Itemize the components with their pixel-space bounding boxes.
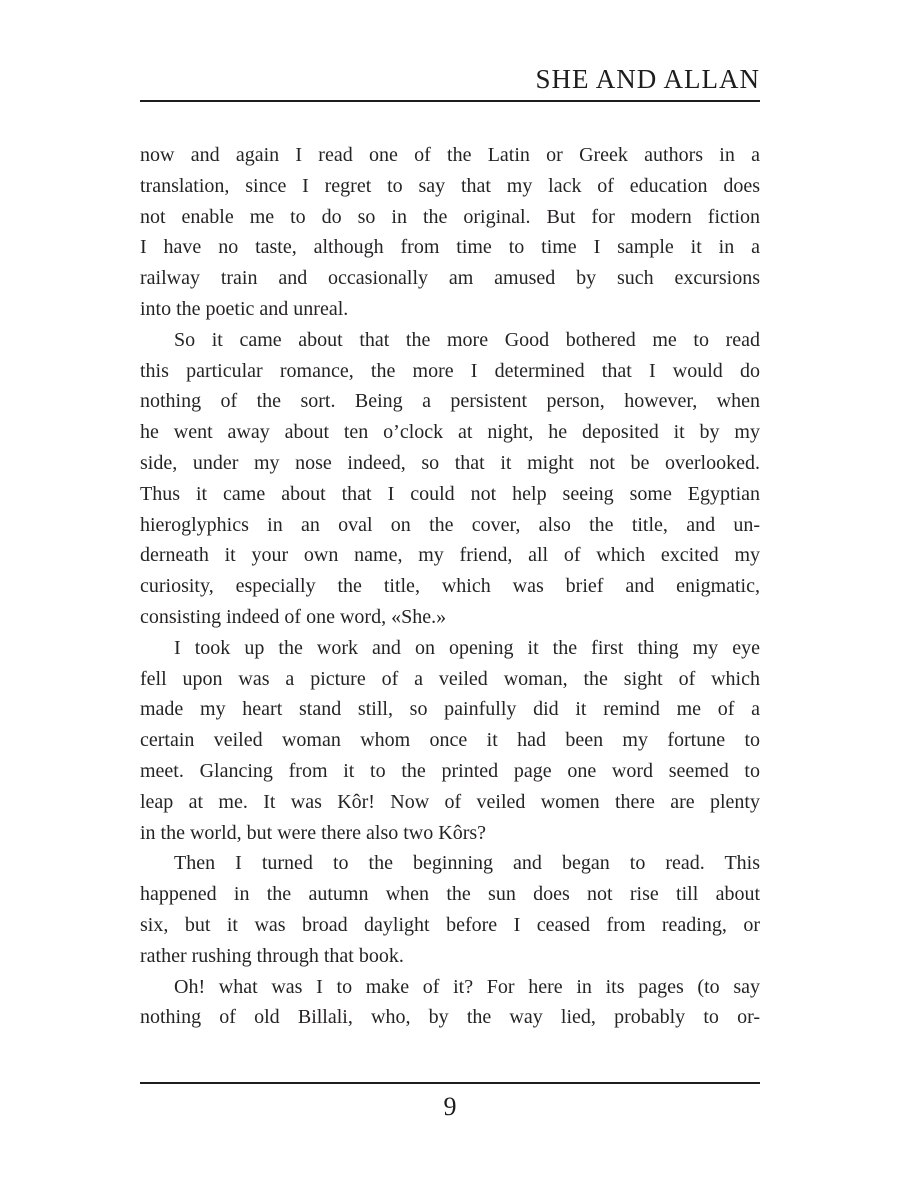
text-line: Then I turned to the beginning and began to read. This (174, 852, 760, 875)
text-line: now and again I read one of the Latin or Greek authors in a (140, 144, 760, 166)
text-line: So it came about that the more Good bothered me to read (174, 328, 760, 351)
footer-rule (140, 1082, 760, 1084)
header-rule (140, 100, 760, 102)
text-line: into the poetic and unreal. (140, 297, 349, 320)
text-line: railway train and occasionally am amused by such excursions (140, 267, 760, 290)
text-line: nothing of the sort. Being a persistent person, however, when (140, 390, 760, 413)
page-number: 9 (443, 1092, 457, 1121)
text-line: I have no taste, although from time to time I sample it in a (140, 236, 760, 259)
text-line: he went away about ten o’clock at night, he deposited it by my (140, 421, 760, 444)
text-line: meet. Glancing from it to the printed page one word seemed to (140, 759, 760, 782)
text-line: in the world, but were there also two Kôrs? (140, 821, 487, 844)
text-line: side, under my nose indeed, so that it might not be overlooked. (140, 451, 760, 474)
text-line: leap at me. It was Kôr! Now of veiled women there are plenty (140, 790, 760, 813)
body-text (140, 140, 760, 1033)
text-line: rather rushing through that book. (140, 944, 404, 967)
text-line: six, but it was broad daylight before I ceased from reading, or (140, 913, 760, 936)
text-line: nothing of old Billali, who, by the way lied, probably to or- (140, 1006, 760, 1029)
text-line: happened in the autumn when the sun does not rise till about (140, 883, 760, 906)
text-line: translation, since I regret to say that my lack of education does (140, 174, 760, 197)
text-line: Thus it came about that I could not help seeing some Egyptian (140, 482, 760, 505)
paragraph (140, 848, 760, 971)
text-line: derneath it your own name, my friend, all of which excited my (140, 544, 760, 567)
paragraph (140, 140, 760, 325)
text-line: hieroglyphics in an oval on the cover, also the title, and un- (140, 513, 760, 536)
text-line: not enable me to do so in the original. But for modern fiction (140, 205, 760, 228)
paragraph (140, 972, 760, 1034)
text-line: curiosity, especially the title, which was brief and enigmatic, (140, 575, 760, 598)
text-line: made my heart stand still, so painfully did it remind me of a (140, 698, 760, 721)
text-line: Oh! what was I to make of it? For here in its pages (to say (174, 975, 760, 998)
text-line: certain veiled woman whom once it had been my fortune to (140, 729, 760, 752)
text-line: fell upon was a picture of a veiled woman, the sight of which (140, 667, 760, 690)
paragraph (140, 633, 760, 849)
text-line: this particular romance, the more I determined that I would do (140, 359, 760, 382)
paragraph (140, 325, 760, 633)
running-head-title: SHE AND ALLAN (535, 64, 760, 94)
text-line: consisting indeed of one word, «She.» (140, 605, 447, 628)
text-line: I took up the work and on opening it the first thing my eye (174, 636, 760, 659)
